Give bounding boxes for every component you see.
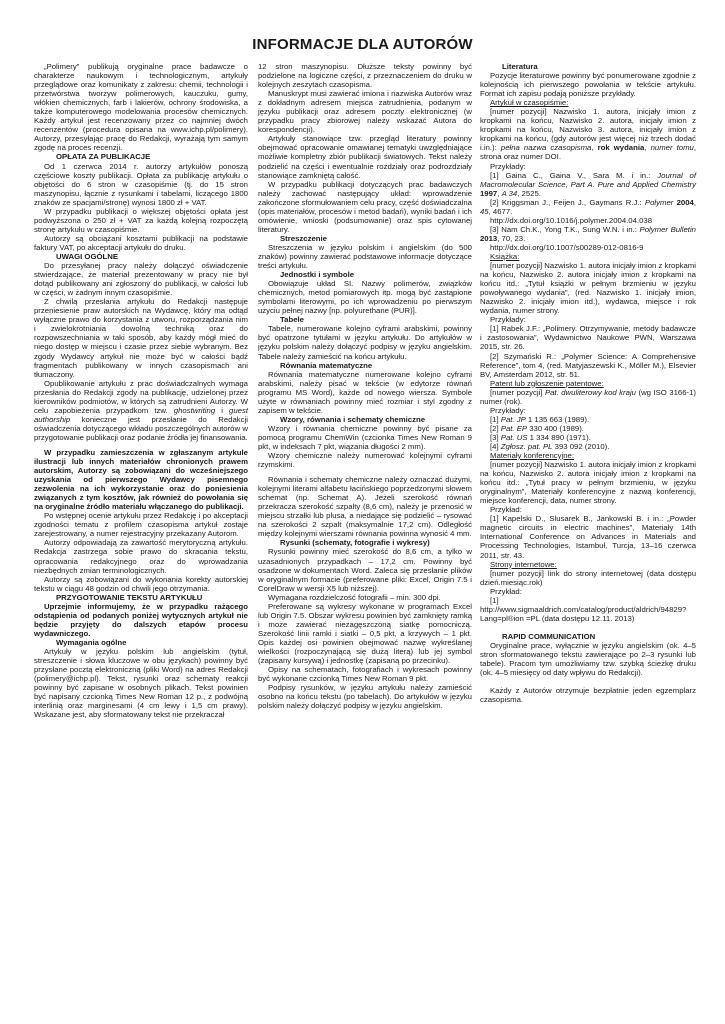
paragraph: Pozycje literaturowe powinny być ponumerowane zgodnie z kolejnością ich pierwszego powołania w tekście artykułu. Format ich zapisu podają poniższe przykłady. <box>480 71 696 99</box>
paragraph: Wymagana rozdzielczość fotografii – min. 300 dpi. <box>268 592 441 602</box>
paragraph: Tabele, numerowane kolejno cyframi arabskimi, powinny być opatrzone tytułami w języku artykułu. Do artykułów w języku polskim należy dołączyć podpisy w języku angielskim. Tabele należy zamieścić na końcu artykułu. <box>258 324 472 361</box>
paragraph: Rysunki powinny mieć szerokość do 8,6 cm, a tylko w uzasadnionych przypadkach – 17,2 cm. Powinny być osadzone w dokumentach Word. Zaleca się przesłanie plików w oryginalnym formacie (preferowane pliki: Excel, Origin 7.5 i CorelDraw w wersji X5 lub niższej). <box>258 547 472 593</box>
reference-doi-link[interactable]: http://dx.doi.org/10.1016/j.polymer.2004.04.038 <box>490 215 653 225</box>
paragraph: Każdy z Autorów otrzymuje bezpłatnie jeden egzemplarz czasopisma. <box>480 686 696 705</box>
paragraph: Równania matematyczne numerowane kolejno cyframi arabskimi, należy pisać w tekście (w edytorze równań programu MS Word), każde od nowego wiersza. Symbole użyte w równaniach powinny mieć rozmiar i styl zgodny z zapisem w tekście. <box>258 369 472 415</box>
paragraph: Autorzy są zobowiązani do wykonania korekty autorskiej tekstu w ciągu 48 godzin od chwili jego otrzymania. <box>34 574 248 593</box>
section-heading-text-preparation: PRZYGOTOWANIE TEKSTU ARTYKUŁU <box>56 592 203 602</box>
paragraph: Równania i schematy chemiczne należy oznaczać dużymi, kolejnymi literami alfabetu łacińskiego poprzedzonymi słowem schemat (np. Schemat A). Jeżeli szerokość równań przekracza szerokość szpalty (8,6 cm), należy je przenosić w miejscu strzałki lub plusa, a niedające się podzielić – rysować na szerokości 2 szpalt (maksymalnie 17,2 cm). Odległość między kolejnymi wierszami równania powinna wynosić 4 mm. <box>258 475 472 539</box>
paragraph: Wzory chemiczne należy numerować kolejnymi cyframi rzymskimi. <box>258 451 472 470</box>
warning-notice: Uprzejmie informujemy, że w przypadku rażącego odstąpienia od podanych poniżej wytycznych artykuł nie będzie przyjęty do dalszych etapów procesu wydawniczego. <box>34 601 248 638</box>
paragraph: Artykuły w języku polskim lub angielskim (tytuł, streszczenie i słowa kluczowe w obu językach) powinny być przysłane pocztą elektroniczną (pliki Word) na adres Redakcji (polimery@ichp.pl). Tekst, rysunki oraz schematy reakcji powinny być zapisane w osobnych plikach. Tekst powinien być napisany czcionką Times New Roman 12 p., z podwójną interlinią oraz marginesami (4 cm lewy i 1,5 cm prawy). Wskazane jest, aby sformatowany tekst nie przekraczał <box>34 647 248 720</box>
book-example-1: [1] Rabek J.F.: „Polimery. Otrzymywanie, metody badawcze i zastosowania”, Wydawnictwo Naukowe PWN, Warszawa 2015, str. 26. <box>480 324 696 352</box>
column-1 <box>34 62 248 719</box>
section-heading-fees: OPŁATA ZA PUBLIKACJE <box>56 152 151 162</box>
intro-paragraph: „Polimery” publikują oryginalne prace badawcze o charakterze naukowym i technologicznym, artykuły przeglądowe oraz komunikaty z zakresu: chemii, technologii i przetwórstwa tworzyw polimerowych, kauczuku, gumy, włókien chemicznych, farb i lakierów, ochrony środowiska, a także komputerowego modelowania procesów chemicznych. Każdy artykuł jest recenzowany przez co najmniej dwóch recenzentów (procedura opisana na www.ichp.pl/polimery). Autorzy, przesyłając pracę do Redakcji, wyrażają tym samym zgodę na proces recenzji. <box>34 62 248 153</box>
paragraph: W przypadku publikacji dotyczących prac badawczych należy zachować następujący układ: wprowadzenie zakończone sformułowaniem celu pracy, część doświadczalna (opis materiałów, procesów i metod badań), wyniki badań i ich omówienie, wnioski (podsumowanie) oraz spis cytowanej literatury. <box>258 179 472 234</box>
patent-example-1: [1] Pat. JP 1 135 663 (1989). <box>490 414 590 424</box>
subheading-figures: Rysunki (schematy, fotografie i wykresy) <box>280 538 430 548</box>
example-label: Przykład: <box>490 505 522 515</box>
paragraph: 12 stron maszynopisu. Dłuższe teksty powinny być podzielone na logiczne części, z przeznaczeniem do druku w kolejnych zeszytach czasopisma. <box>258 62 472 90</box>
subheading-units: Jednostki i symbole <box>280 270 355 280</box>
conference-format: [numer pozycji] Nazwisko 1. autora inicjały imion z kropkami na końcu, Nazwisko 2. autora inicjały imion z kropkami na końcu itd.: „Tytuł pracy w pełnym brzmieniu, w języku oryginalnym”, Materiały konferencyjne z nazwą konferencji, miejsce konferencji, data, numer strony. <box>480 460 696 506</box>
section-heading-general: UWAGI OGÓLNE <box>56 251 118 261</box>
reference-doi-link[interactable]: http://dx.doi.org/10.1007/s00289-012-0816-9 <box>490 242 644 252</box>
subheading-patent: Patent lub zgłoszenie patentowe: <box>490 378 604 388</box>
paragraph-ghostwriting: Opublikowanie artykułu z prac doświadczalnych wymaga przesłania do Redakcji zgody na publikację, udzielonej przez kierowników podmiotów, w których są zatrudnieni Autorzy. W celu zapobieżenia przypadkom tzw. ghostwriting i guest authorship konieczne jest przesłanie do Redakcji oświadczenia dotyczącego wkładu poszczególnych autorów w przygotowanie publikacji oraz podanie źródła jej finansowania. <box>34 378 249 442</box>
paragraph: Autorzy są obciążani kosztami publikacji na podstawie faktury VAT, po akceptacji artykułu do druku. <box>34 233 248 252</box>
paragraph: Obowiązuje układ SI. Nazwy polimerów, związków chemicznych, metod pomiarowych itp. mogą być zastąpione symbolami literowymi, po ich wprowadzeniu po pierwszym użyciu pełnej nazwy [np. polyurethane (PUR)]. <box>258 279 472 316</box>
subheading-equations: Równania matematyczne <box>280 360 373 370</box>
examples-label: Przykłady: <box>490 405 526 415</box>
page-title: INFORMACJE DLA AUTORÓW <box>252 36 473 53</box>
paragraph: Oryginalne prace, wyłącznie w języku angielskim (ok. 4–5 stron sformatowanego tekstu zawierające po 2–3 rysunki lub tabele). Pracom tym umożliwiamy tzw. szybką ścieżkę druku (ok. 4–5 miesięcy od daty wpływu do Redakcji). <box>480 640 696 678</box>
book-format: [numer pozycji] Nazwisko 1. autora inicjały imion z kropkami na końcu, Nazwisko 2. autora inicjały imion z kropkami na końcu itd.: „Tytuł książki w pełnym brzmieniu w języku powoływanego wydania”, (red. Nazwisko 1. inicjały imion, Nazwisko 2. inicjały imion itd.), wydawca, miejsce i rok wydania, numer strony. <box>480 261 696 316</box>
conference-example-1: [1] Kapelski D., Slusarek B., Jankowski B. i in.: „Powder magnetic circuits in electric machines”, Materiały 14th International Conference on Advances in Materials and Processing Technologies, Istambuł, Turcja, 13–16 czerwca 2011, str. 43. <box>480 514 696 560</box>
paragraph: Opisy na schematach, fotografiach i wykresach powinny być wykonane czcionką Times New Roman 9 pkt. <box>258 665 472 684</box>
copyright-notice: W przypadku zamieszczenia w zgłaszanym artykule ilustracji lub innych materiałów chronionych prawem autorskim, Autorzy są zobowiązani do wcześniejszego uzyskania od pierwszego Wydawcy pisemnego zezwolenia na ich wykorzystanie oraz do poniesienia związanych z tym kosztów, jak również do powołania się na oryginalne źródło materiału włączanego do publikacji. <box>34 447 248 512</box>
paragraph: Podpisy rysunków, w języku artykułu należy zamieścić osobno na końcu tekstu (po tabelach). Do artykułów w języku polskim należy dołączyć podpisy w języku angielskim. <box>258 683 472 711</box>
paragraph: W przypadku publikacji o większej objętości opłata jest podwyższona o 250 zł + VAT za każdą kolejną rozpoczętą stronę artykułu w czasopiśmie. <box>34 206 248 234</box>
subheading-websites: Strony internetowe: <box>490 559 557 569</box>
book-example-2: [2] Szymański R.: „Polymer Science: A Comprehensive Reference”, tom 4, (red. Matyjaszewski K., Möller M.), Elsevier BV, Amsterdam 2012, str. 51. <box>480 351 696 379</box>
subheading-conference: Materiały konferencyjne: <box>490 451 574 461</box>
paragraph: Wzory i równania chemiczne powinny być pisane za pomocą programu ChemWin (czcionka Times New Roman 9 pkt, w indeksach 7 pkt, wiązania długości 2 mm). <box>258 423 472 451</box>
column-3 <box>480 62 696 704</box>
section-heading-rapid-communication: RAPID COMMUNICATION <box>502 631 596 641</box>
patent-example-2: [2] Pat. EP 330 400 (1989). <box>490 423 584 433</box>
paragraph: Manuskrypt musi zawierać imiona i nazwiska Autorów wraz z dokładnym adresem miejsca zatrudnienia, podanym w języku publikacji oraz adresem poczty elektronicznej (w przypadku pracy zbiorowej należy wskazać Autora do korespondencji). <box>258 89 472 135</box>
subheading-abstract: Streszczenie <box>280 233 327 243</box>
paragraph: Preferowane są wykresy wykonane w programach Excel lub Origin 7.5. Obszar wykresu powinien być zamknięty ramką i może zawierać niezagęszczoną siatkę pomocniczą. Szerokość linii ramki i siatki – 0,5 pkt, a krzywych – 1 pkt. Opis każdej osi powinien obejmować nazwę wykreślanej wielkości (rozpoczynającą się dużą literą) lub jej symbol (zapisany kursywą) i jednostkę (zapisaną po przecinku). <box>258 601 472 666</box>
examples-label: Przykłady: <box>490 315 526 325</box>
patent-format: [numer pozycji] Pat. dwuliterowy kod kraju (wg ISO 3166-1) numer (rok). <box>480 387 697 406</box>
subheading-journal-article: Artykuł w czasopiśmie: <box>490 98 569 108</box>
paragraph: Z chwilą przesłania artykułu do Redakcji następuje przeniesienie praw autorskich na Wydawcę, który ma odtąd wyłączne prawo do korzystania z utworu, rozporządzania nim i zwielokrotniania dowolną techniką oraz do rozpowszechniania w taki sposób, aby każdy mógł mieć do niego dostęp w miejscu i czasie przez siebie wybranym. Bez zgody Wydawcy artykuł nie może być w całości bądź fragmentach publikowany w innych czasopismach ani tłumaczony. <box>34 297 248 379</box>
paragraph: Po wstępnej ocenie artykułu przez Redakcję i po akceptacji zgodności tematu z profilem czasopisma artykuł zostaje zarejestrowany, a numer rejestracyjny przekazany Autorom. <box>34 511 248 539</box>
website-format: [numer pozycji] link do strony internetowej (data dostępu dzień.miesiąc.rok) <box>480 568 696 587</box>
reference-example-2: [2] Kriggsman J., Feijen J., Gaymans R.J.: Polymer 2004, 45, 4677. <box>480 197 697 216</box>
subheading-general-requirements: Wymagania ogólne <box>56 637 127 647</box>
paragraph: Streszczenia w języku polskim i angielskim (do 500 znaków) powinny zawierać podstawowe informacje dotyczące treści artykułu. <box>258 242 472 271</box>
subheading-book: Książka: <box>490 251 520 261</box>
journal-article-format: [numer pozycji] Nazwisko 1. autora, inicjały imion z kropkami na końcu, Nazwisko 2. autora, inicjały imion z kropkami na końcu, Nazwisko 3. autora, inicjały imion z kropkami na końcu, (gdy autorów jest więcej niż trzech dodać i.in.): pełna nazwa czasopisma, rok wydania, numer tomu, strona oraz numer DOI. <box>480 107 697 162</box>
example-label: Przykład: <box>490 586 522 596</box>
subheading-tables: Tabele <box>280 315 304 325</box>
column-2 <box>258 62 472 710</box>
paragraph: Od 1 czerwca 2014 r. autorzy artykułów ponoszą częściowe koszty publikacji. Opłata za publikację artykułu o objętości do 6 stron w czasopiśmie (tj. do 15 stron maszynopisu, łącznie z rysunkami i tabelami, liczącego 1800 znaków ze spacjami/stronę) wynosi 1800 zł + VAT. <box>34 161 248 207</box>
examples-label: Przykłady: <box>490 161 526 171</box>
reference-example-1: [1] Gaina C., Gaina V., Sara M. i in.: Journal of Macromolecular Science, Part A. Pure and Applied Chemistry 1997, A 34, 2525. <box>480 170 696 198</box>
patent-example-4: [4] Zgłosz. pat. PL 393 092 (2010). <box>490 441 610 451</box>
subheading-chemical-formulas: Wzory, równania i schematy chemiczne <box>280 414 425 424</box>
patent-example-3: [3] Pat. US 1 334 890 (1971). <box>490 432 591 442</box>
paragraph: Artykuły stanowiące tzw. przegląd literatury powinny obejmować opracowanie omawianej tematyki uwzględniające możliwie kompletny zbiór publikacji światowych. Tekst należy podzielić na części i ewentualnie rozdziały oraz podrozdziały stanowiące zamkniętą całość. <box>258 134 472 180</box>
paragraph: Do przesyłanej pracy należy dołączyć oświadczenie stwierdzające, że materiał prezentowany w pracy nie był dotąd publikowany ani zgłoszony do publikacji, w całości lub w części, w żadnym innym czasopiśmie. <box>34 261 248 298</box>
reference-example-3: [3] Nam Ch.K., Yong T.K., Sung W.N. i in.: Polymer Bulletin 2013, 70, 23. <box>480 224 696 243</box>
paragraph: Autorzy odpowiadają za zawartość merytoryczną artykułu. Redakcja zastrzega sobie prawo do skracania tekstu, opracowania redakcyjnego oraz do wprowadzania niezbędnych zmian terminologicznych. <box>34 538 248 575</box>
website-example-1: [1] http://www.sigmaaldrich.com/catalog/product/aldrich/94829?Lang=pl®ion =PL (data dostępu 12.11. 2013) <box>480 595 687 623</box>
subheading-literature: Literatura <box>502 62 538 71</box>
